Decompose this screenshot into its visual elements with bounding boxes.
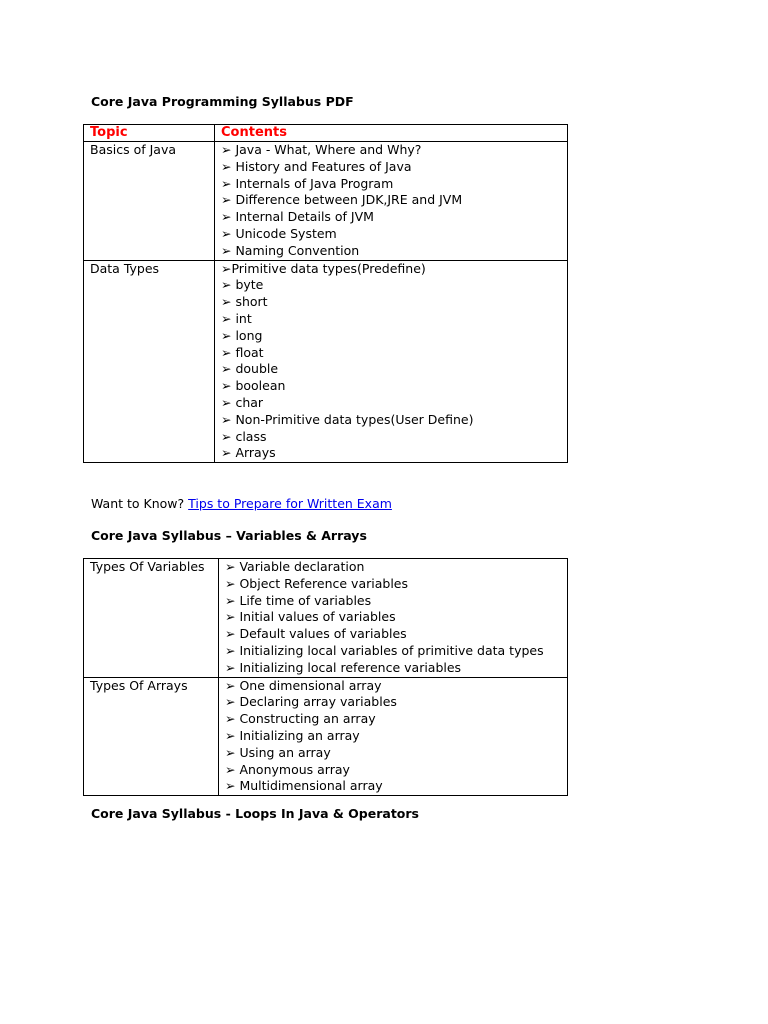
list-item: ➢ Initializing local variables of primitive data types <box>225 642 544 658</box>
table-row <box>84 260 568 463</box>
contents-list <box>225 559 561 677</box>
want-to-know-line <box>91 496 392 511</box>
topic-cell: Types Of Variables <box>84 559 219 678</box>
list-item: ➢ Difference between JDK,JRE and JVM <box>221 192 463 208</box>
list-item: ➢ short <box>221 294 268 310</box>
list-item: ➢ One dimensional array <box>225 677 382 693</box>
loops-operators-heading: Core Java Syllabus - Loops In Java & Operators <box>91 806 419 821</box>
contents-list <box>225 678 561 796</box>
list-item: ➢ char <box>221 394 264 410</box>
list-item: ➢ Arrays <box>221 445 276 461</box>
list-item: ➢ Object Reference variables <box>225 575 408 591</box>
list-item: ➢ Internals of Java Program <box>221 175 394 191</box>
list-item: ➢ Anonymous array <box>225 761 350 777</box>
list-item: ➢ Initializing local reference variables <box>225 659 462 675</box>
list-item: ➢ Multidimensional array <box>225 778 383 794</box>
topic-header: Topic <box>84 125 215 142</box>
variables-arrays-table <box>83 558 568 796</box>
list-item: ➢ Initializing an array <box>225 727 360 743</box>
want-to-know-prefix: Want to Know? <box>91 496 185 511</box>
variables-arrays-heading: Core Java Syllabus – Variables & Arrays <box>91 528 367 543</box>
list-item: ➢ Default values of variables <box>225 626 407 642</box>
tips-written-exam-link[interactable]: Tips to Prepare for Written Exam <box>188 496 392 511</box>
table-row <box>84 559 568 678</box>
table-header-row <box>84 125 568 142</box>
contents-cell <box>219 677 568 796</box>
basics-syllabus-table <box>83 124 568 463</box>
table-row <box>84 142 568 261</box>
list-item: ➢ Variable declaration <box>225 559 365 574</box>
contents-list <box>221 261 561 463</box>
list-item: ➢ Using an array <box>225 744 331 760</box>
list-item: ➢ Naming Convention <box>221 242 360 258</box>
list-item: ➢ int <box>221 310 252 326</box>
topic-cell: Data Types <box>84 260 215 463</box>
list-item: ➢ Life time of variables <box>225 592 372 608</box>
contents-cell <box>219 559 568 678</box>
topic-cell: Basics of Java <box>84 142 215 261</box>
list-item: ➢ History and Features of Java <box>221 158 412 174</box>
list-item: ➢ Unicode System <box>221 225 337 241</box>
list-item: ➢ Initial values of variables <box>225 609 396 625</box>
list-item: ➢ Java - What, Where and Why? <box>221 142 422 157</box>
syllabus-heading: Core Java Programming Syllabus PDF <box>91 94 354 109</box>
list-item: ➢ long <box>221 327 263 343</box>
list-item: ➢ double <box>221 361 279 377</box>
list-item: ➢ Non-Primitive data types(User Define) <box>221 411 474 427</box>
contents-header: Contents <box>215 125 568 142</box>
topic-cell: Types Of Arrays <box>84 677 219 796</box>
list-item: ➢ byte <box>221 277 264 293</box>
list-item: ➢ float <box>221 344 264 360</box>
contents-list <box>221 142 561 260</box>
list-item: ➢Primitive data types(Predefine) <box>221 260 426 276</box>
list-item: ➢ Declaring array variables <box>225 694 397 710</box>
list-item: ➢ Constructing an array <box>225 711 376 727</box>
list-item: ➢ boolean <box>221 378 286 394</box>
list-item: ➢ class <box>221 428 267 444</box>
contents-cell <box>215 142 568 261</box>
table-row <box>84 677 568 796</box>
list-item: ➢ Internal Details of JVM <box>221 209 374 225</box>
contents-cell <box>215 260 568 463</box>
